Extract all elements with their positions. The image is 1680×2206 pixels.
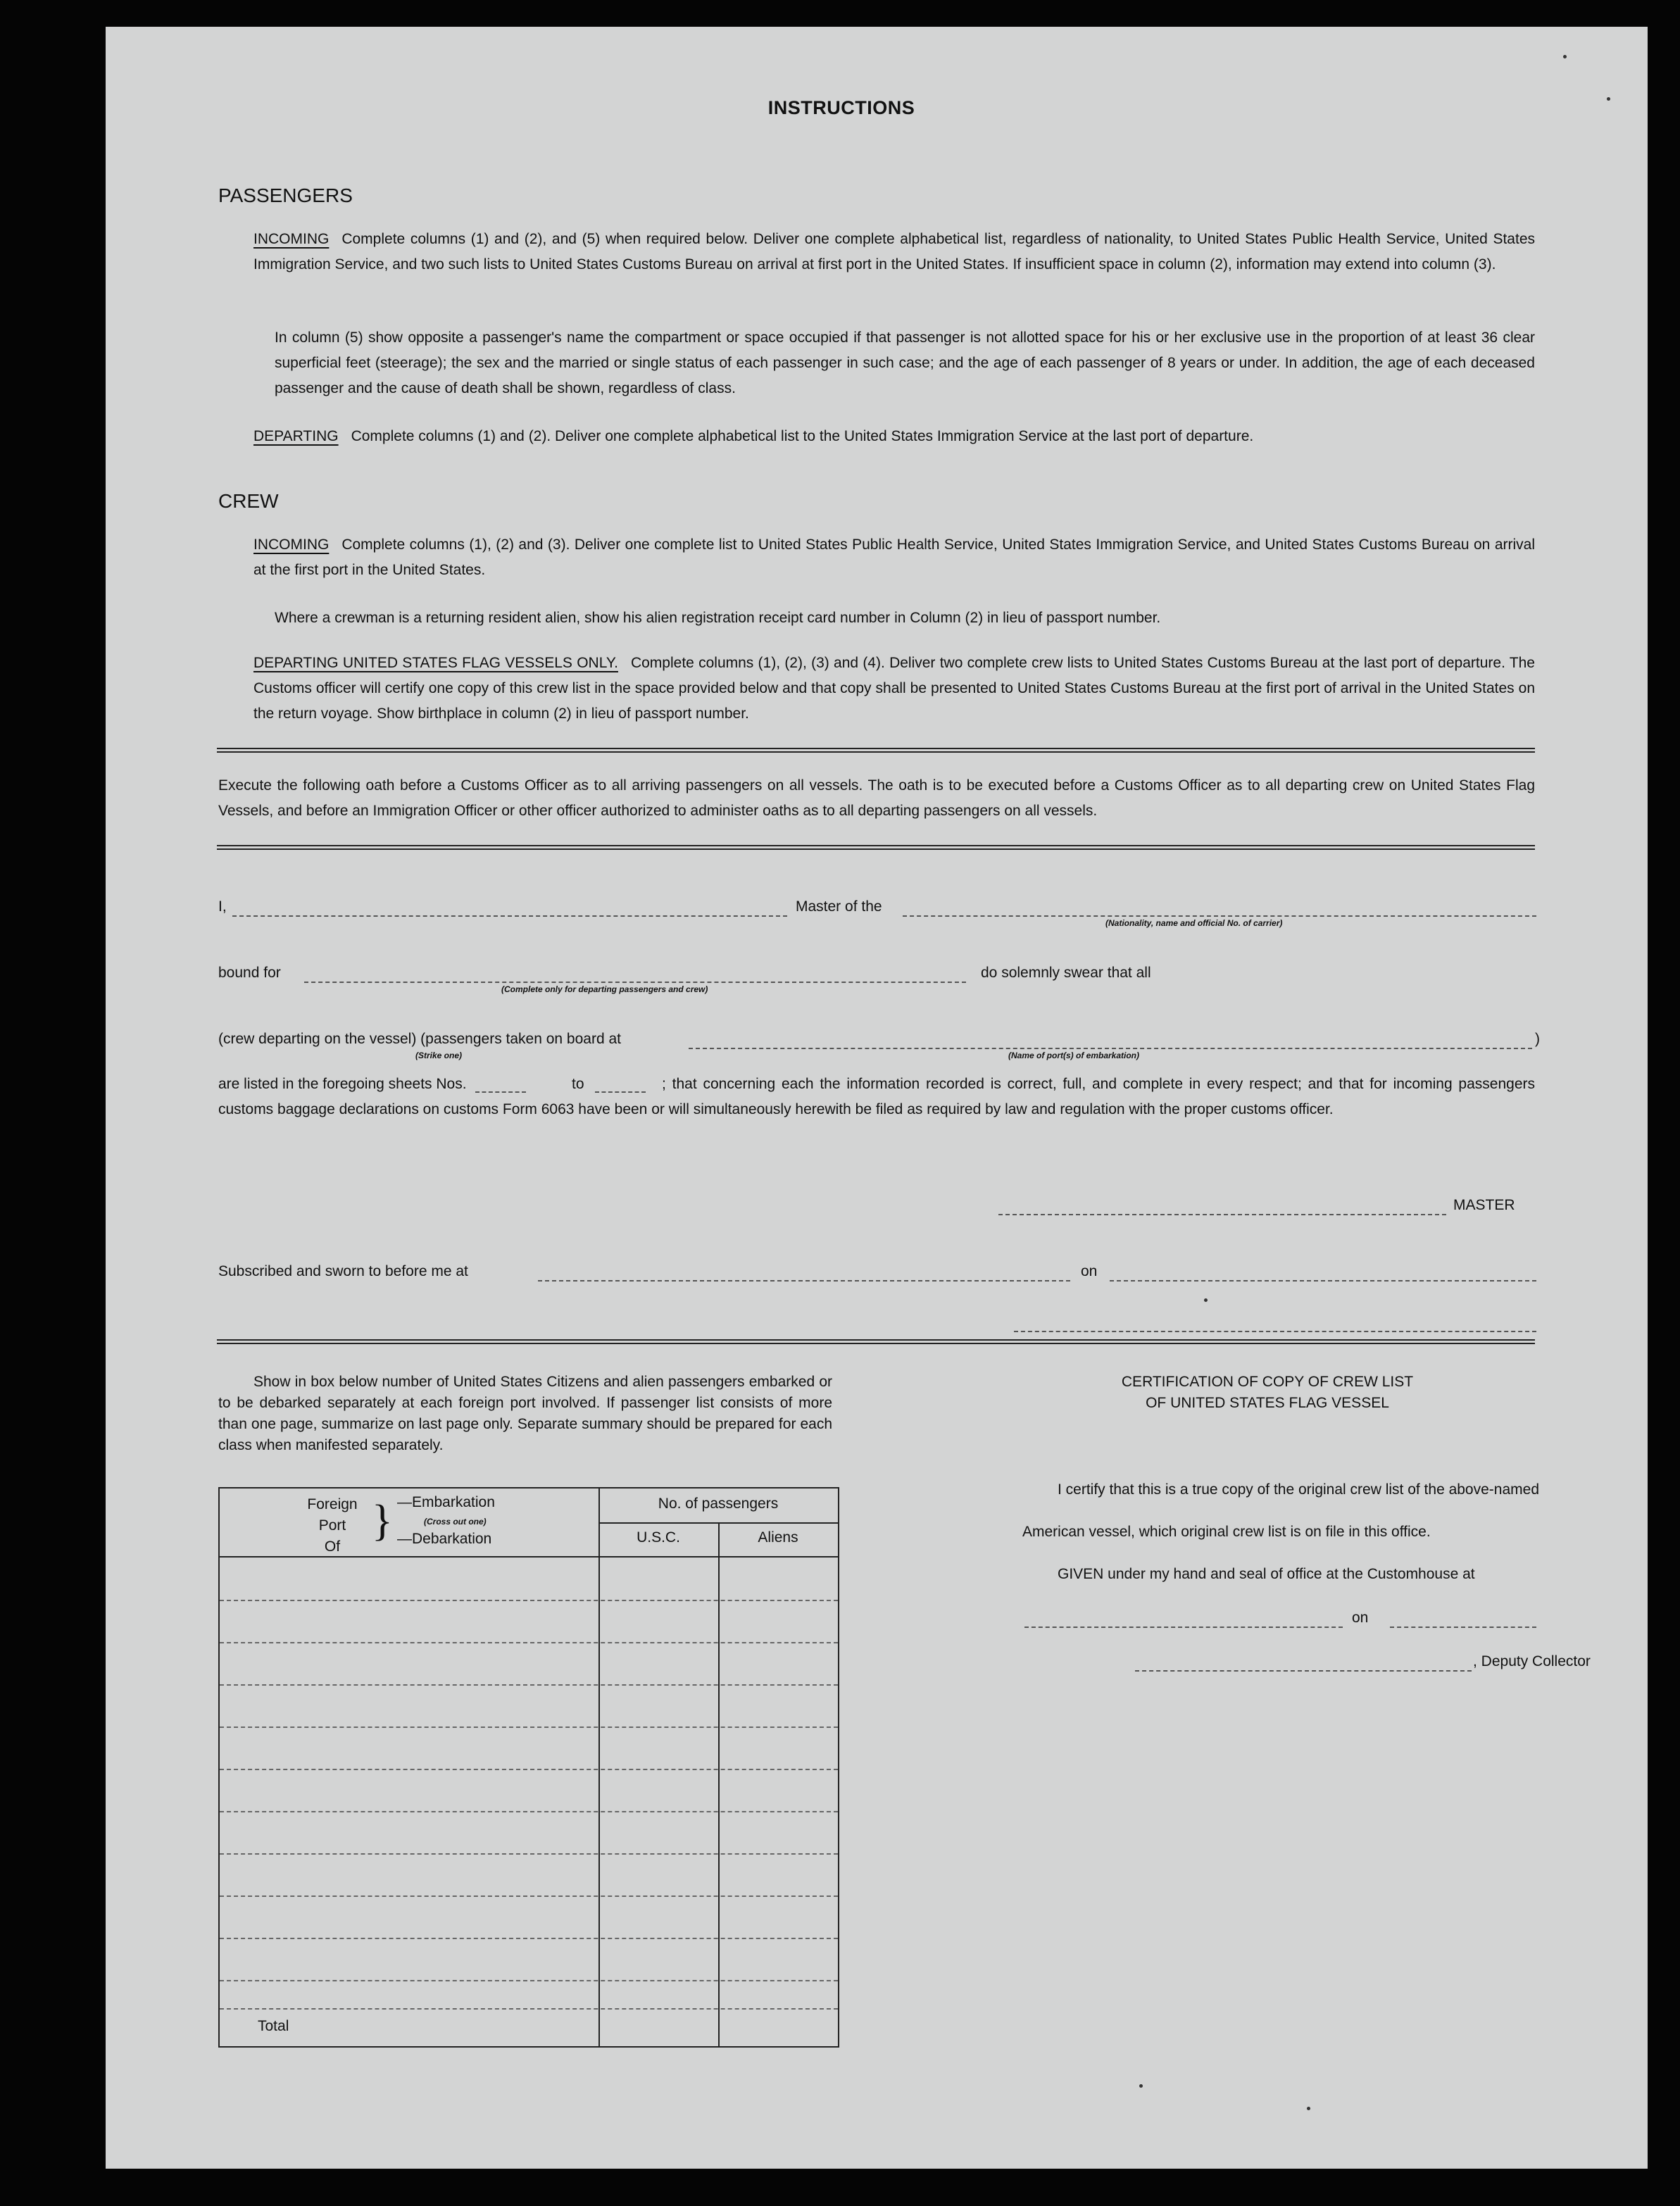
subscribed-date-field[interactable] <box>1110 1280 1536 1281</box>
aliens-header: Aliens <box>758 1529 798 1546</box>
certification-date-field[interactable] <box>1390 1627 1536 1628</box>
table-row[interactable] <box>220 1980 838 1981</box>
instructions-title: INSTRUCTIONS <box>767 97 915 118</box>
departing-note: (Complete only for departing passengers and crew) <box>501 984 708 994</box>
scan-speck <box>1139 2084 1143 2088</box>
crew-departing-text: (crew departing on the vessel) (passengers taken on board at <box>218 1031 621 1047</box>
table-row[interactable] <box>220 1726 838 1728</box>
customhouse-field[interactable] <box>1024 1627 1343 1628</box>
crew-incoming-label: INCOMING <box>253 537 330 553</box>
swear-text: do solemnly swear that all <box>981 965 1151 981</box>
officer-signature-field[interactable] <box>1014 1331 1536 1332</box>
carrier-field[interactable] <box>903 915 1536 917</box>
of-label: Of <box>324 1538 341 1555</box>
scan-speck <box>1607 97 1610 101</box>
crew-alien-paragraph: Where a crewman is a returning resident alien, show his alien registration receipt card number in Column (2) in lieu of passport number. <box>275 610 1161 626</box>
table-row[interactable] <box>220 1642 838 1643</box>
master-of-the-label: Master of the <box>796 898 882 915</box>
passengers-departing-text: Complete columns (1) and (2). Deliver one complete alphabetical list to the United States Immigration Service at the last port of departure. <box>351 428 1254 444</box>
passengers-departing-paragraph <box>253 424 1535 449</box>
crew-incoming-text: Complete columns (1), (2) and (3). Deliver one complete list to United States Public Health Service, United States Immigration Service, and United States Customs Bureau on arrival at the first port in the United States. <box>253 537 1535 578</box>
close-paren: ) <box>1535 1031 1540 1047</box>
to-label: to <box>572 1076 584 1092</box>
oath-i-label: I, <box>218 898 227 915</box>
table-header-foreign-port <box>297 1494 368 1558</box>
certification-title-line1: CERTIFICATION OF COPY OF CREW LIST <box>1121 1374 1414 1390</box>
debarkation-option[interactable]: —Debarkation <box>397 1531 492 1547</box>
port-label: Port <box>318 1517 346 1534</box>
passengers-column5-paragraph: In column (5) show opposite a passenger's name the compartment or space occupied if that passenger is not allotted space for his or her exclusive use in the proportion of at least 36 clear superficial feet (steerage); the sex and the married or single status of each passenger in such case; and the age of each passenger of 8 years or under. In addition, the age of each deceased passenger and the cause of death shall be shown, regardless of class. <box>275 330 1535 396</box>
brace-icon: } <box>372 1497 393 1545</box>
cross-out-note: (Cross out one) <box>424 1517 487 1527</box>
bound-for-field[interactable] <box>304 982 966 983</box>
usc-header: U.S.C. <box>637 1529 680 1546</box>
table-row[interactable] <box>220 1769 838 1770</box>
table-row[interactable] <box>220 1895 838 1897</box>
passengers-incoming-paragraph <box>253 227 1535 277</box>
crew-departing-label: DEPARTING UNITED STATES FLAG VESSELS ONLY. <box>253 655 618 671</box>
passengers-departing-label: DEPARTING <box>253 428 339 444</box>
foreign-label: Foreign <box>307 1496 358 1512</box>
listed-sheets-label: are listed in the foregoing sheets Nos. <box>218 1076 467 1092</box>
table-row[interactable] <box>220 2008 838 2010</box>
certification-on-label: on <box>1352 1610 1369 1626</box>
certification-title <box>1021 1372 1514 1414</box>
table-row[interactable] <box>220 1600 838 1601</box>
deputy-signature-field[interactable] <box>1135 1670 1472 1672</box>
embarkation-port-field[interactable] <box>689 1048 1532 1049</box>
passengers-heading: PASSENGERS <box>218 184 353 206</box>
crew-heading: CREW <box>218 490 279 512</box>
master-name-field[interactable] <box>232 915 787 917</box>
section-divider <box>217 845 1535 850</box>
table-row[interactable] <box>220 1853 838 1855</box>
strike-one-note: (Strike one) <box>415 1051 463 1060</box>
crew-incoming-paragraph <box>253 532 1535 583</box>
passengers-incoming-text: Complete columns (1) and (2), and (5) when required below. Deliver one complete alphabetical list, regardless of nationality, to United States Public Health Service, United States Immigration Service, and two such lists to United States Customs Bureau on arrival at first port in the United States. If insufficient space in column (2), information may extend into column (3). <box>253 231 1535 272</box>
subscribed-place-field[interactable] <box>538 1280 1070 1281</box>
table-divider <box>598 1489 600 2046</box>
subscribed-on-label: on <box>1081 1263 1098 1279</box>
scan-speck <box>1307 2107 1310 2110</box>
oath-intro: Execute the following oath before a Customs Officer as to all arriving passengers on all vessels. The oath is to be executed before a Customs Officer as to all departing crew on United States Flag Vessels, and before an Immigration Officer or other officer authorized to administer oaths as to all departing passengers on all vessels. <box>218 777 1535 819</box>
deputy-collector-label: , Deputy Collector <box>1473 1653 1591 1669</box>
table-row[interactable] <box>220 1684 838 1686</box>
no-passengers-header: No. of passengers <box>658 1496 779 1512</box>
embarkation-option[interactable]: —Embarkation <box>397 1494 495 1510</box>
port-note: (Name of port(s) of embarkation) <box>1008 1051 1140 1060</box>
passengers-incoming-label: INCOMING <box>253 231 330 247</box>
form-page <box>106 27 1648 2169</box>
passenger-summary-table <box>218 1487 839 2048</box>
section-divider <box>217 1339 1535 1344</box>
certify-text-line1: I certify that this is a true copy of the original crew list of the above-named <box>1058 1481 1539 1498</box>
crew-departing-paragraph <box>253 651 1535 727</box>
summary-instructions: Show in box below number of United States Citizens and alien passengers embarked or to be debarked separately at each foreign port involved. If passenger list consists of more than one page, summarize on last page only. Separate summary should be prepared for each class when manifested separately. <box>218 1374 832 1453</box>
bound-for-label: bound for <box>218 965 281 981</box>
section-divider <box>217 748 1535 753</box>
master-label: MASTER <box>1453 1197 1515 1213</box>
table-divider <box>598 1522 838 1524</box>
certification-title-line2: OF UNITED STATES FLAG VESSEL <box>1146 1395 1389 1411</box>
carrier-note: (Nationality, name and official No. of carrier) <box>1105 918 1283 928</box>
listed-text: ; that concerning each the information recorded is correct, full, and complete in every respect; and that for incoming passengers customs baggage declarations on customs Form 6063 have been or will simultaneously herewith be filed as required by law and regulation with the proper customs officer. <box>218 1076 1535 1117</box>
given-text: GIVEN under my hand and seal of office at the Customhouse at <box>1058 1566 1475 1582</box>
table-row[interactable] <box>220 1938 838 1939</box>
master-signature-field[interactable] <box>998 1214 1446 1215</box>
crew-departing-text: Complete columns (1), (2), (3) and (4). Deliver two complete crew lists to United States Customs Bureau at the last port of departure. The Customs officer will certify one copy of this crew list in the space provided below and that copy shall be presented to United States Customs Bureau at the first port of arrival in the United States on the return voyage. Show birthplace in column (2) in lieu of passport number. <box>253 655 1535 722</box>
scan-speck <box>1204 1298 1208 1302</box>
subscribed-label: Subscribed and sworn to before me at <box>218 1263 468 1279</box>
total-label: Total <box>258 2018 289 2034</box>
scan-speck <box>1563 55 1567 58</box>
certify-text-line2: American vessel, which original crew list is on file in this office. <box>1022 1524 1431 1540</box>
table-row[interactable] <box>220 1811 838 1812</box>
